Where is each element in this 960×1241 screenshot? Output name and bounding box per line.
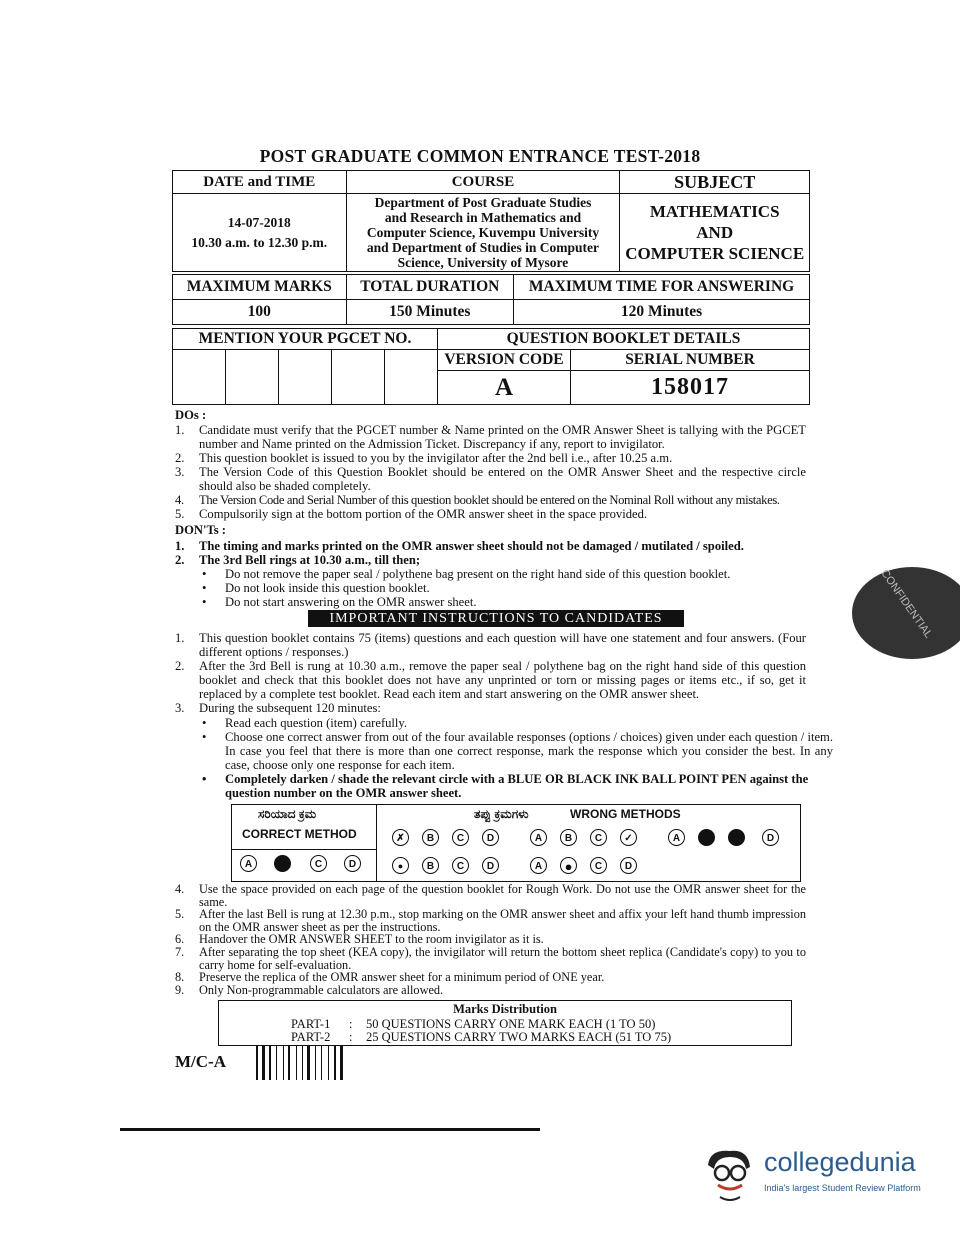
kannada-wrong-label: ತಪ್ಪು ಕ್ರಮಗಳು (474, 807, 529, 821)
instructions-banner: IMPORTANT INSTRUCTIONS TO CANDIDATES (308, 610, 684, 627)
item-number: 1. (175, 423, 185, 437)
booklet-details-header: QUESTION BOOKLET DETAILS (438, 329, 810, 350)
item-number: 6. (175, 932, 185, 947)
barcode-bar (340, 1046, 343, 1080)
max-marks-value: 100 (173, 300, 347, 325)
list-item (172, 883, 806, 908)
date-time-cell (173, 194, 347, 272)
list-item (172, 465, 806, 493)
omr-bubble: D (482, 829, 499, 846)
omr-bubble-filled (698, 829, 715, 846)
list-item (172, 631, 806, 659)
list-item: • Read each question (item) carefully. (199, 716, 833, 730)
item-text: After the last Bell is rung at 12.30 p.m., stop marking on the OMR answer sheet and affix your left hand thumb impression on the OMR answer sheet as per the instructions. (199, 907, 806, 934)
max-marks-header: MAXIMUM MARKS (173, 275, 347, 300)
part1-label: PART-1 (291, 1017, 331, 1031)
correct-method-label: CORRECT METHOD (242, 827, 357, 841)
donts-list (172, 539, 806, 567)
divider (478, 1129, 508, 1131)
item-number: 1. (175, 539, 185, 553)
date-time-header: DATE and TIME (173, 171, 347, 194)
version-code-value: A (438, 371, 571, 405)
part2-text: 25 QUESTIONS CARRY TWO MARKS EACH (51 TO 75) (366, 1030, 672, 1044)
part2-sep: : (349, 1030, 353, 1044)
item-text: After the 3rd Bell is rung at 10.30 a.m., remove the paper seal / polythene bag on the right hand side of this question booklet and check that this booklet does not have any unprinted or torn or missing pages or items etc., if so, get it replaced by a complete test booklet. Read each item and start answering on the OMR answer sheet. (199, 659, 806, 701)
booklet-code: M/C-A (175, 1052, 226, 1071)
list-item (172, 659, 806, 701)
max-time-value: 120 Minutes (514, 300, 810, 325)
list-item: • Do not remove the paper seal / polythene bag present on the right hand side of this question booklet. (199, 567, 833, 581)
subject-line: MATHEMATICS (649, 202, 780, 221)
item-number: 7. (175, 944, 185, 959)
course-header: COURSE (346, 171, 620, 194)
barcode (256, 1046, 356, 1080)
item-text: Compulsorily sign at the bottom portion of the OMR answer sheet in the space provided. (199, 507, 648, 521)
logo-name: collegedunia (764, 1147, 916, 1177)
item-number: 3. (175, 465, 185, 479)
wrong-methods-label: WRONG METHODS (570, 807, 681, 821)
omr-bubble: B (422, 857, 439, 874)
pgcet-booklet-table (172, 328, 810, 405)
item-number: 5. (175, 907, 185, 922)
omr-bubble: C (310, 855, 327, 872)
omr-bubble: A (530, 829, 547, 846)
barcode-bar (262, 1046, 265, 1080)
exam-date: 14-07-2018 (227, 214, 291, 230)
item-number: 5. (175, 507, 185, 521)
item-number: 2. (175, 553, 185, 567)
omr-bubble: A (240, 855, 257, 872)
item-number: 4. (175, 493, 184, 507)
total-duration-value: 150 Minutes (346, 300, 514, 325)
barcode-bar (256, 1046, 258, 1080)
donts-heading: DON'Ts : (175, 523, 226, 537)
page-title: POST GRADUATE COMMON ENTRANCE TEST-2018 (259, 146, 701, 166)
pgcet-digit-box[interactable] (226, 350, 279, 405)
list-item (172, 539, 806, 553)
barcode-bar (288, 1046, 290, 1080)
marks-heading: Marks Distribution (453, 1002, 557, 1016)
omr-bubble: C (452, 829, 469, 846)
divider (448, 1128, 468, 1131)
max-time-header: MAXIMUM TIME FOR ANSWERING (514, 275, 810, 300)
exam-time: 10.30 a.m. to 12.30 p.m. (191, 234, 328, 250)
omr-bubble-filled (728, 829, 745, 846)
item-text: The Version Code of this Question Booklet should be entered on the OMR Answer Sheet and the respective circle should also be shaded completely. (199, 465, 806, 493)
list-item: • Choose one correct answer from out of the four available responses (options / choices) given under each question / item. In case you feel that there is more than one correct response, mark the response which you consider the best. In any case, choose only one response for each item. (199, 730, 833, 772)
list-item (172, 507, 806, 521)
version-code-header: VERSION CODE (438, 350, 571, 371)
barcode-bar (276, 1046, 277, 1080)
instructions-sublist (172, 716, 833, 800)
list-item (172, 451, 806, 465)
item-text: Preserve the replica of the OMR answer sheet for a minimum period of ONE year. (199, 970, 605, 985)
pgcet-no-header: MENTION YOUR PGCET NO. (173, 329, 438, 350)
course-line: and Research in Mathematics and (384, 210, 582, 225)
collegedunia-logo[interactable] (700, 1145, 930, 1205)
omr-bubble-filled (274, 855, 291, 872)
list-item: • Completely darken / shade the relevant circle with a BLUE OR BLACK INK BALL POINT PEN against the question number on the OMR answer sheet. (199, 772, 833, 800)
list-item (172, 493, 806, 507)
omr-bubble-half-filled: ● (392, 857, 409, 874)
omr-bubble: D (762, 829, 779, 846)
item-text: The Version Code and Serial Number of this question booklet should be entered on the Nominal Roll without any mistakes. (199, 493, 780, 507)
marks-duration-table (172, 274, 810, 325)
omr-bubble: C (590, 829, 607, 846)
part2-label: PART-2 (291, 1030, 331, 1044)
item-number: 2. (175, 451, 185, 465)
barcode-bar (334, 1046, 336, 1080)
course-cell (346, 194, 620, 272)
course-line: Computer Science, Kuvempu University (366, 225, 600, 240)
list-item (172, 701, 806, 715)
list-item (172, 984, 806, 997)
donts-sublist (172, 567, 833, 609)
item-text: The timing and marks printed on the OMR answer sheet should not be damaged / mutilated / spoiled. (199, 539, 744, 553)
omr-bubble-crossed: ✗ (392, 829, 409, 846)
course-line: and Department of Studies in Computer (366, 240, 600, 255)
barcode-bar (321, 1046, 322, 1080)
omr-bubble: D (482, 857, 499, 874)
barcode-bar (307, 1046, 310, 1080)
instructions-list (172, 631, 806, 715)
pgcet-digit-box[interactable] (332, 350, 385, 405)
item-number: 4. (175, 882, 185, 896)
item-text: Handover the OMR ANSWER SHEET to the room invigilator as it is. (199, 932, 544, 947)
omr-bubble: B (422, 829, 439, 846)
student-icon (700, 1145, 758, 1205)
item-text: Only Non-programmable calculators are allowed. (199, 982, 444, 997)
list-item (172, 423, 806, 451)
omr-bubble: A (668, 829, 685, 846)
item-text: The 3rd Bell rings at 10.30 a.m., till then; (199, 553, 421, 567)
omr-bubble-dot: ● (560, 857, 577, 874)
course-line: Science, University of Mysore (397, 255, 569, 270)
item-text: This question booklet is issued to you by the invigilator after the 2nd bell i.e., after 10.25 a.m. (199, 451, 673, 465)
list-item (172, 908, 806, 933)
item-number: 9. (175, 982, 185, 997)
item-text: Candidate must verify that the PGCET number & Name printed on the OMR Answer Sheet is tallying with the PGCET number and Name printed on the Admission Ticket. Discrepancy if any, report to invigilator. (199, 423, 806, 451)
subject-line: COMPUTER SCIENCE (625, 244, 805, 263)
item-number: 3. (175, 701, 185, 715)
item-number: 8. (175, 970, 185, 985)
seal-text: CONFIDENTIAL (878, 567, 935, 641)
pgcet-digit-box[interactable] (279, 350, 332, 405)
serial-number-value: 158017 (571, 371, 810, 405)
list-item: • Do not start answering on the OMR answer sheet. (199, 595, 833, 609)
omr-bubble: D (620, 857, 637, 874)
omr-bubble: A (530, 857, 547, 874)
omr-bubble: D (344, 855, 361, 872)
omr-bubble: B (560, 829, 577, 846)
dos-list (172, 423, 806, 521)
item-text: During the subsequent 120 minutes: (199, 701, 381, 715)
omr-bubble: C (590, 857, 607, 874)
marks-distribution-box (218, 1000, 792, 1046)
item-number: 1. (175, 631, 185, 645)
item-text: After separating the top sheet (KEA copy), the invigilator will return the bottom sheet replica (Candidate's copy) to you to carry home for self-evaluation. (199, 944, 806, 972)
omr-methods-box (231, 804, 801, 882)
total-duration-header: TOTAL DURATION (346, 275, 514, 300)
list-item (172, 946, 806, 971)
pgcet-digit-box[interactable] (173, 350, 226, 405)
dos-heading: DOs : (175, 408, 207, 422)
barcode-bar (315, 1046, 316, 1080)
part1-text: 50 QUESTIONS CARRY ONE MARK EACH (1 TO 50) (366, 1017, 656, 1031)
logo-tagline: India's largest Student Review Platform (764, 1183, 921, 1193)
barcode-bar (269, 1046, 271, 1080)
item-number: 2. (175, 659, 185, 673)
item-text: This question booklet contains 75 (items) questions and each question will have one statement and four answers. (Four different options / responses.) (199, 631, 806, 659)
omr-bubble-ticked: ✓ (620, 829, 637, 846)
subject-header: SUBJECT (620, 171, 810, 194)
barcode-bar (283, 1046, 284, 1080)
divider (120, 1128, 540, 1131)
serial-number-header: SERIAL NUMBER (571, 350, 810, 371)
list-item: • Do not look inside this question booklet. (199, 581, 833, 595)
pgcet-digit-box[interactable] (385, 350, 438, 405)
subject-cell (620, 194, 810, 272)
item-text: Use the space provided on each page of the question booklet for Rough Work. Do not use the OMR answer sheet for the same. (199, 882, 806, 909)
exam-info-table (172, 170, 810, 272)
list-item (172, 553, 806, 567)
course-line: Department of Post Graduate Studies (374, 195, 592, 210)
barcode-bar (328, 1046, 329, 1080)
instructions-list-2 (172, 883, 806, 996)
barcode-bar (296, 1046, 297, 1080)
subject-line: AND (696, 223, 734, 242)
part1-sep: : (349, 1017, 353, 1031)
barcode-bar (302, 1046, 303, 1080)
kannada-correct-label: ಸರಿಯಾದ ಕ್ರಮ (258, 807, 317, 821)
omr-bubble: C (452, 857, 469, 874)
